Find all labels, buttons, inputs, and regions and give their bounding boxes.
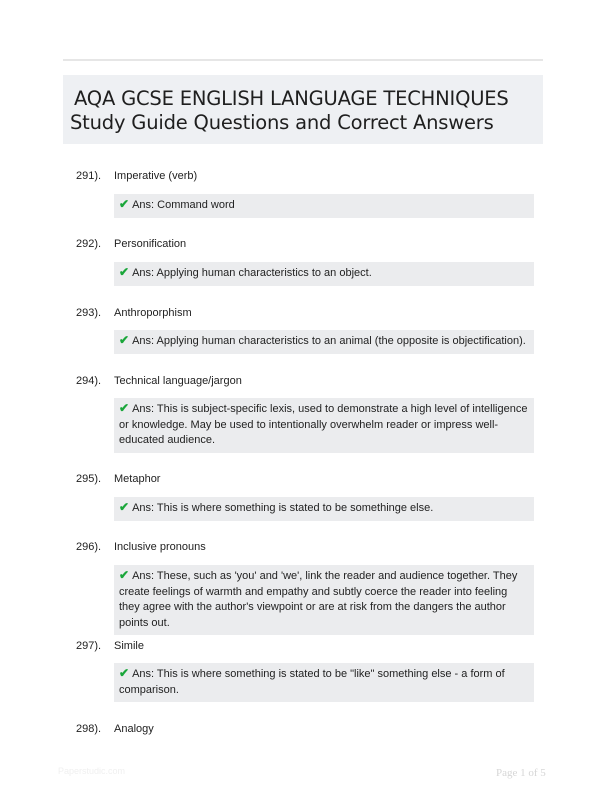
question-number: 295).	[76, 473, 102, 485]
answer-box	[114, 262, 534, 286]
checkmark-icon: ✔	[119, 265, 130, 279]
answer-text: Ans: Command word	[132, 199, 235, 211]
question-number: 293).	[76, 307, 102, 319]
answer-text: Ans: This is subject-specific lexis, used to demonstrate a high level of intelligence or knowledge. May be used to intentionally overwhelm reader or impress well-educated audience.	[119, 403, 528, 446]
answer-box	[114, 663, 534, 702]
checkmark-icon: ✔	[119, 568, 130, 582]
document-title-block	[63, 75, 543, 144]
checkmark-icon: ✔	[119, 197, 130, 211]
answer-box	[114, 565, 534, 635]
question-text: Analogy	[114, 723, 154, 735]
answer-text: Ans: This is where something is stated to be "like" something else - a form of comparison.	[119, 668, 505, 696]
answer-box	[114, 330, 534, 354]
answer-text: Ans: These, such as 'you' and 'we', link the reader and audience together. They create feelings of warmth and empathy and subtly coerce the reader into feeling they agree with the author's viewpoint or are at risk from the dangers the author points out.	[119, 570, 518, 629]
question-number: 296).	[76, 541, 102, 553]
question-text: Personification	[114, 238, 187, 250]
question-number: 298).	[76, 723, 102, 735]
footer-watermark: Paperstudic.com	[58, 766, 126, 776]
question-text: Anthroporphism	[114, 307, 192, 319]
question-text: Imperative (verb)	[114, 170, 198, 182]
checkmark-icon: ✔	[119, 333, 130, 347]
question-text: Simile	[114, 640, 144, 652]
document-title: AQA GCSE ENGLISH LANGUAGE TECHNIQUES	[74, 87, 509, 110]
top-divider	[63, 59, 543, 61]
checkmark-icon: ✔	[119, 401, 130, 415]
answer-text: Ans: This is where something is stated to be somethinge else.	[132, 502, 434, 514]
question-number: 292).	[76, 238, 102, 250]
answer-box	[114, 194, 534, 218]
question-text: Technical language/jargon	[114, 375, 242, 387]
question-number: 297).	[76, 640, 102, 652]
question-text: Inclusive pronouns	[114, 541, 206, 553]
question-number: 294).	[76, 375, 102, 387]
question-text: Metaphor	[114, 473, 161, 485]
document-subtitle: Study Guide Questions and Correct Answers	[70, 111, 494, 134]
answer-text: Ans: Applying human characteristics to an animal (the opposite is objectification).	[132, 335, 526, 347]
question-number: 291).	[76, 170, 102, 182]
answer-text: Ans: Applying human characteristics to an object.	[132, 267, 372, 279]
page-indicator: Page 1 of 5	[496, 767, 546, 779]
checkmark-icon: ✔	[119, 500, 130, 514]
checkmark-icon: ✔	[119, 666, 130, 680]
answer-box	[114, 497, 534, 521]
answer-box	[114, 398, 534, 453]
